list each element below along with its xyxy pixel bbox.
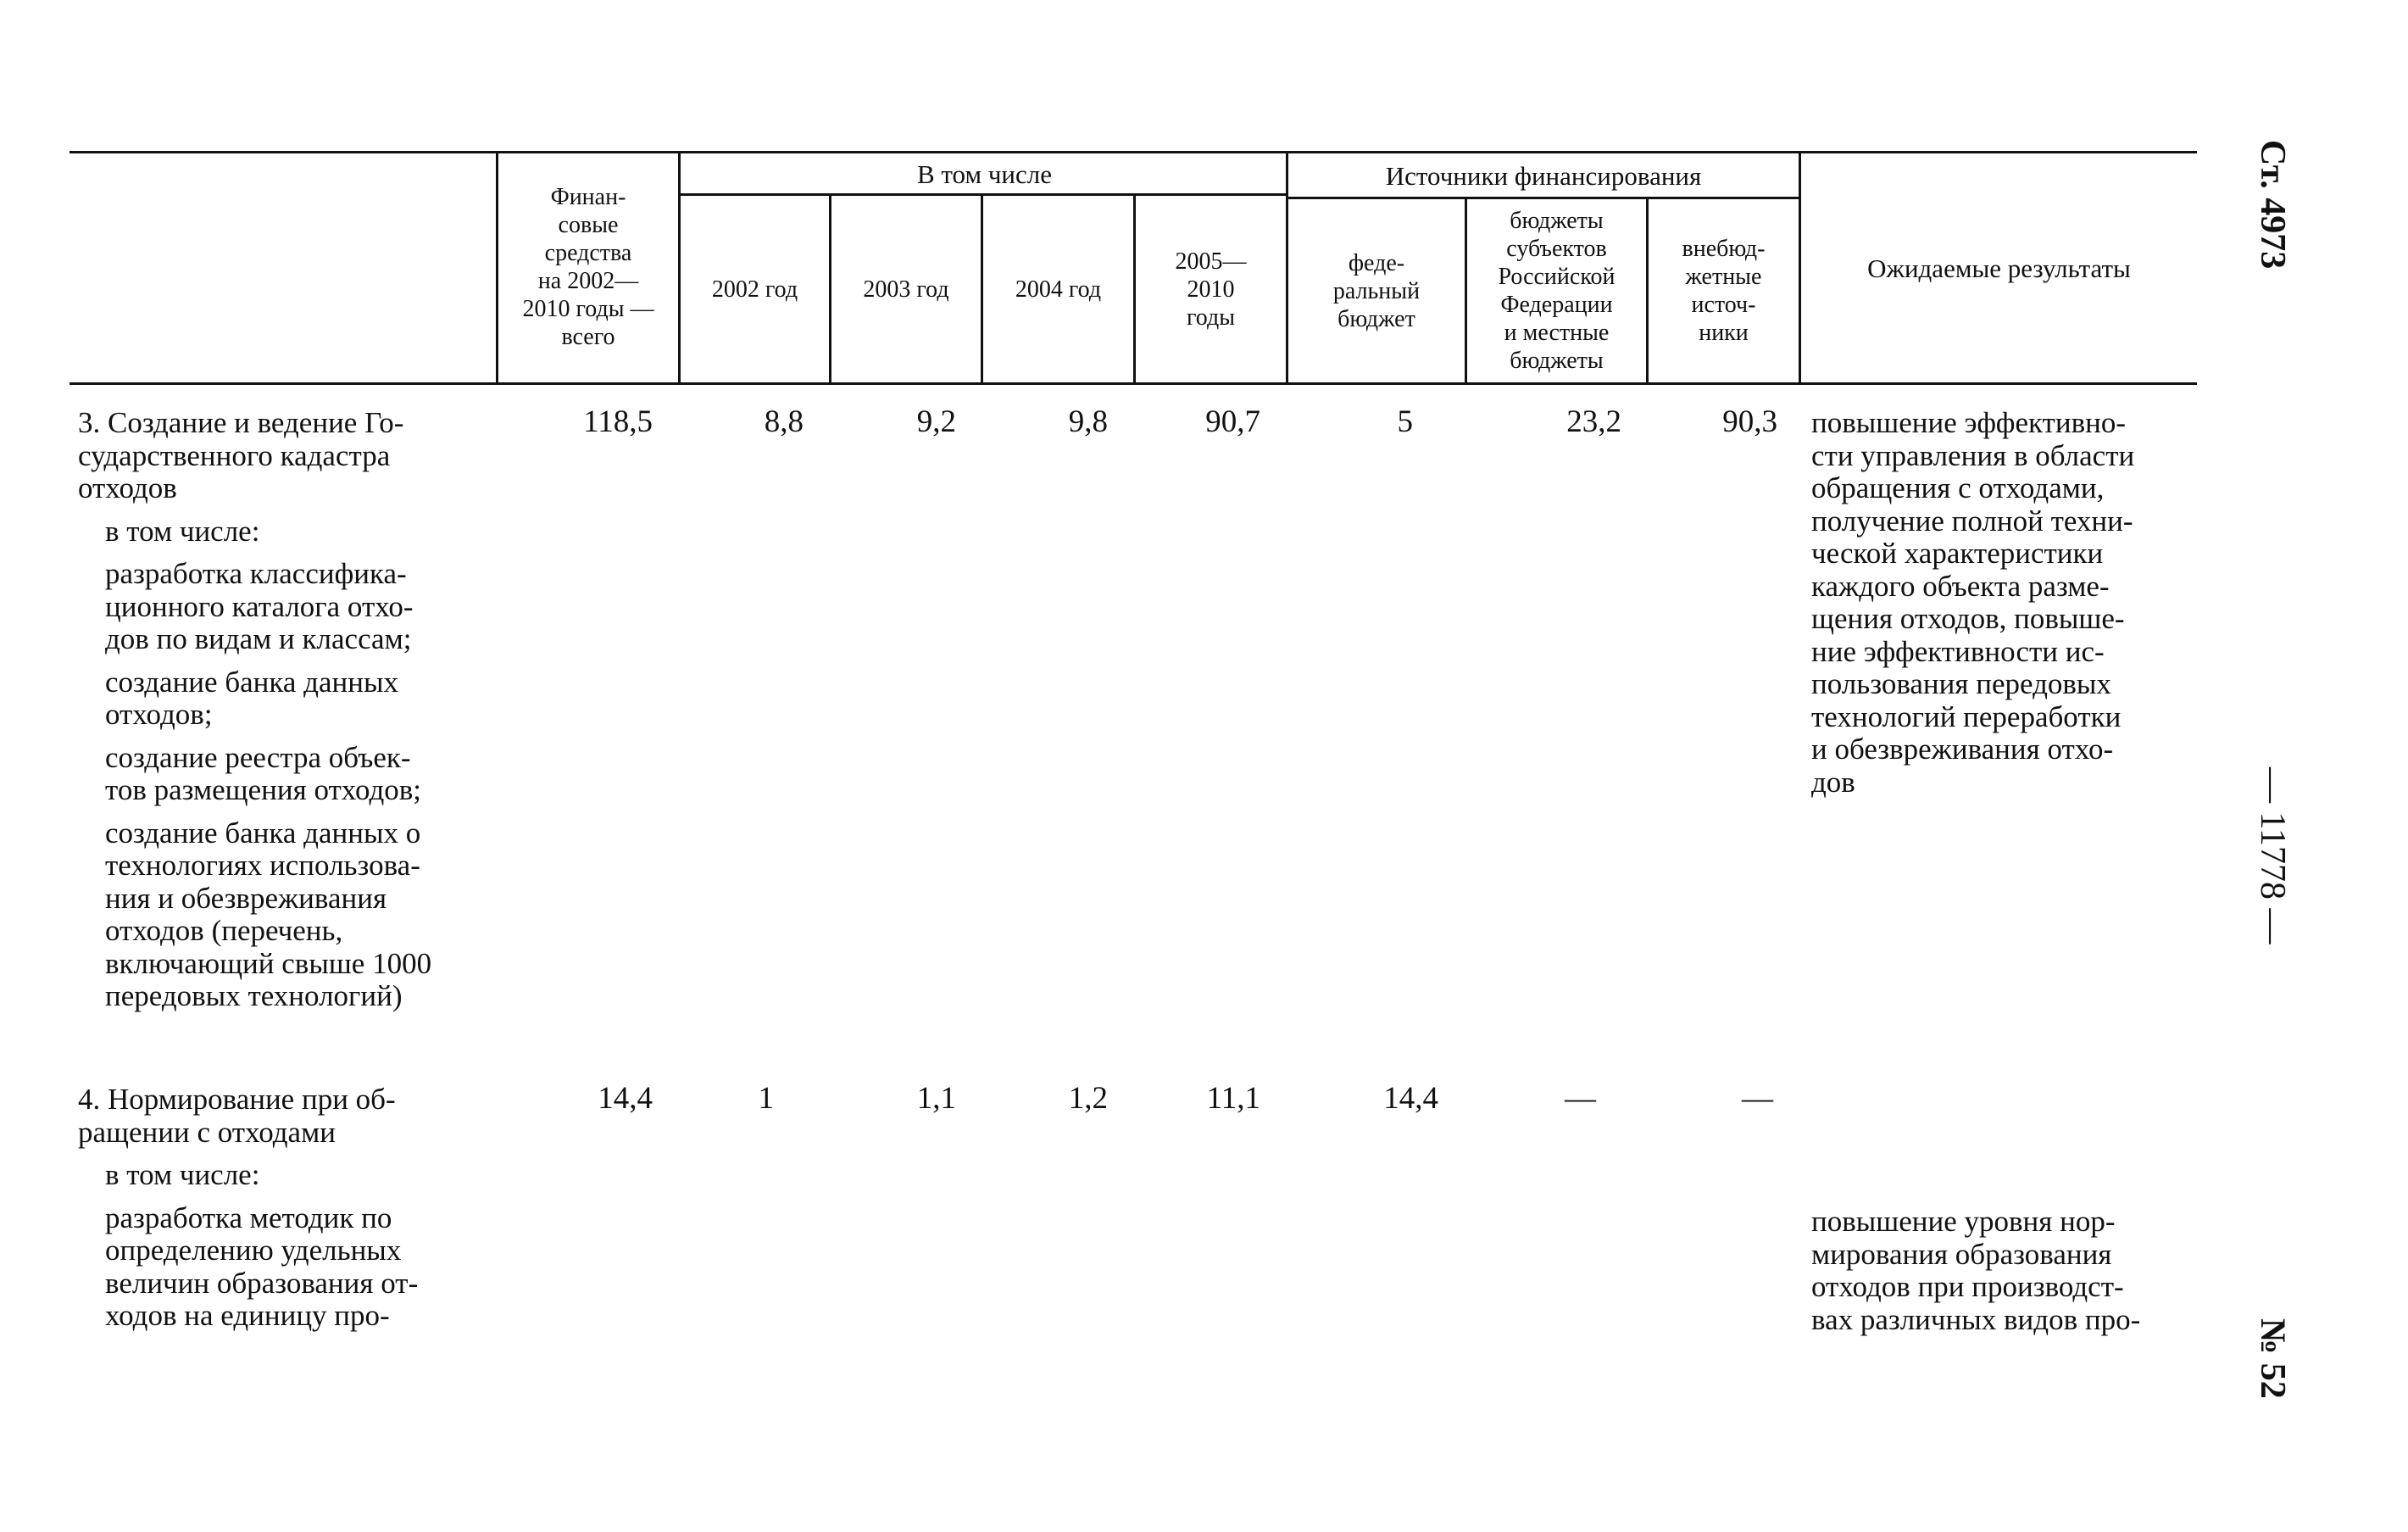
header-extrabudgetary: внебюд- жетные источ- ники: [1682, 236, 1766, 346]
row3-2005-2010: 90,7: [1205, 404, 1260, 439]
row4-result-line: повышение уровня нор-: [1811, 1205, 2116, 1238]
row3-result-line: ние эффективности ис-: [1811, 634, 2105, 668]
row3-item-line: создание банка данных: [105, 665, 398, 699]
row3-item-line: тов размещения отходов;: [105, 773, 422, 806]
row3-result-line: каждого объекта разме-: [1811, 569, 2110, 603]
row3-federal: 5: [1397, 404, 1413, 439]
row3-result-line: повышение эффективно-: [1811, 406, 2126, 439]
page-reference: Ст. 4973: [2253, 140, 2292, 270]
row4-2003: 1,1: [916, 1081, 956, 1116]
row3-result-line: и обезвреживания отхо-: [1811, 733, 2114, 766]
page-number: — 11778 —: [2253, 767, 2292, 944]
row4-item-line: величин образования от-: [105, 1266, 419, 1300]
row4-item-line: разработка методик по: [105, 1201, 392, 1234]
row4-title-line: ращении с отходами: [78, 1115, 336, 1149]
row3-item-line: передовых технологий): [105, 979, 403, 1012]
row4-result-line: вах различных видов про-: [1811, 1302, 2141, 1336]
row4-item-line: определению удельных: [105, 1234, 402, 1267]
row4-total: 14,4: [598, 1081, 653, 1116]
row3-description: [78, 407, 476, 1023]
row3-result-line: сти управления в области: [1811, 438, 2135, 472]
row3-regional: 23,2: [1566, 404, 1621, 439]
row4-2002: 1: [758, 1081, 774, 1116]
row3-2004: 9,8: [1068, 404, 1108, 439]
header-regional-budgets: бюджеты субъектов Российской Федерации и местные бюджеты: [1498, 208, 1616, 374]
row3-extrabudgetary: 90,3: [1722, 404, 1777, 439]
row4-title-line: 4. Нормирование при об-: [78, 1083, 396, 1116]
row4-2005-2010: 11,1: [1206, 1081, 1260, 1116]
row4-subtitle: в том числе:: [105, 1158, 260, 1191]
header-expected-results: Ожидаемые результаты: [1867, 253, 2131, 283]
row3-result-line: щения отходов, повыше-: [1811, 602, 2125, 635]
row3-item-line: создание банка данных о: [105, 816, 421, 850]
row3-item-line: ния и обезвреживания: [105, 881, 387, 915]
header-sources: Источники финансирования: [1385, 160, 1702, 191]
row3-subtitle: в том числе:: [105, 514, 260, 548]
row4-result-line: мирования образования: [1811, 1237, 2112, 1271]
header-year-2003: 2003 год: [863, 276, 949, 303]
row3-item-line: ционного каталога отхо-: [105, 589, 414, 623]
header-years-2005-2010: 2005— 2010 годы: [1175, 248, 1247, 331]
header-year-2004: 2004 год: [1015, 276, 1102, 303]
row3-item-line: дов по видам и классам;: [105, 622, 412, 655]
row3-item-line: включающий свыше 1000: [105, 946, 432, 980]
header-including: В том числе: [916, 159, 1052, 189]
row3-2003: 9,2: [916, 404, 956, 439]
row4-result-line: отходов при производст-: [1811, 1270, 2124, 1303]
row3-item-line: отходов;: [105, 698, 213, 731]
row3-item-line: отходов (перечень,: [105, 914, 343, 947]
row3-expected-result: [1811, 407, 2193, 799]
row3-result-line: пользования передовых: [1811, 667, 2111, 700]
header-financial-means: Финан- совые средства на 2002— 2010 годы — всего: [522, 184, 654, 350]
row3-result-line: дов: [1811, 765, 1855, 799]
header-year-2002: 2002 год: [711, 276, 798, 303]
row3-result-line: обращения с отходами,: [1811, 471, 2105, 504]
row3-title-line: отходов: [78, 471, 177, 504]
row3-title-line: сударственного кадастра: [78, 438, 391, 472]
row4-item-line: ходов на единицу про-: [105, 1299, 390, 1332]
row3-title-line: 3. Создание и ведение Го-: [78, 406, 404, 439]
row4-expected-result: [1811, 1206, 2193, 1336]
issue-number: № 52: [2253, 1318, 2292, 1399]
row4-description: [78, 1084, 476, 1343]
row4-extrabudgetary: —: [1742, 1081, 1773, 1116]
row3-item-line: создание реестра объек-: [105, 740, 411, 774]
row3-item-line: разработка классифика-: [105, 557, 407, 590]
row3-2002: 8,8: [764, 404, 804, 439]
row4-regional: —: [1565, 1081, 1596, 1116]
row3-item-line: технологиях использова-: [105, 849, 420, 882]
row4-2004: 1,2: [1068, 1081, 1108, 1116]
row3-result-line: технологий переработки: [1811, 699, 2122, 733]
row4-federal: 14,4: [1383, 1081, 1438, 1116]
table-top-rule: [70, 151, 2197, 153]
row3-result-line: ческой характеристики: [1811, 537, 2104, 570]
row3-result-line: получение полной техни-: [1811, 504, 2133, 538]
header-federal-budget: феде- ральный бюджет: [1332, 249, 1421, 332]
row3-total: 118,5: [583, 404, 653, 439]
